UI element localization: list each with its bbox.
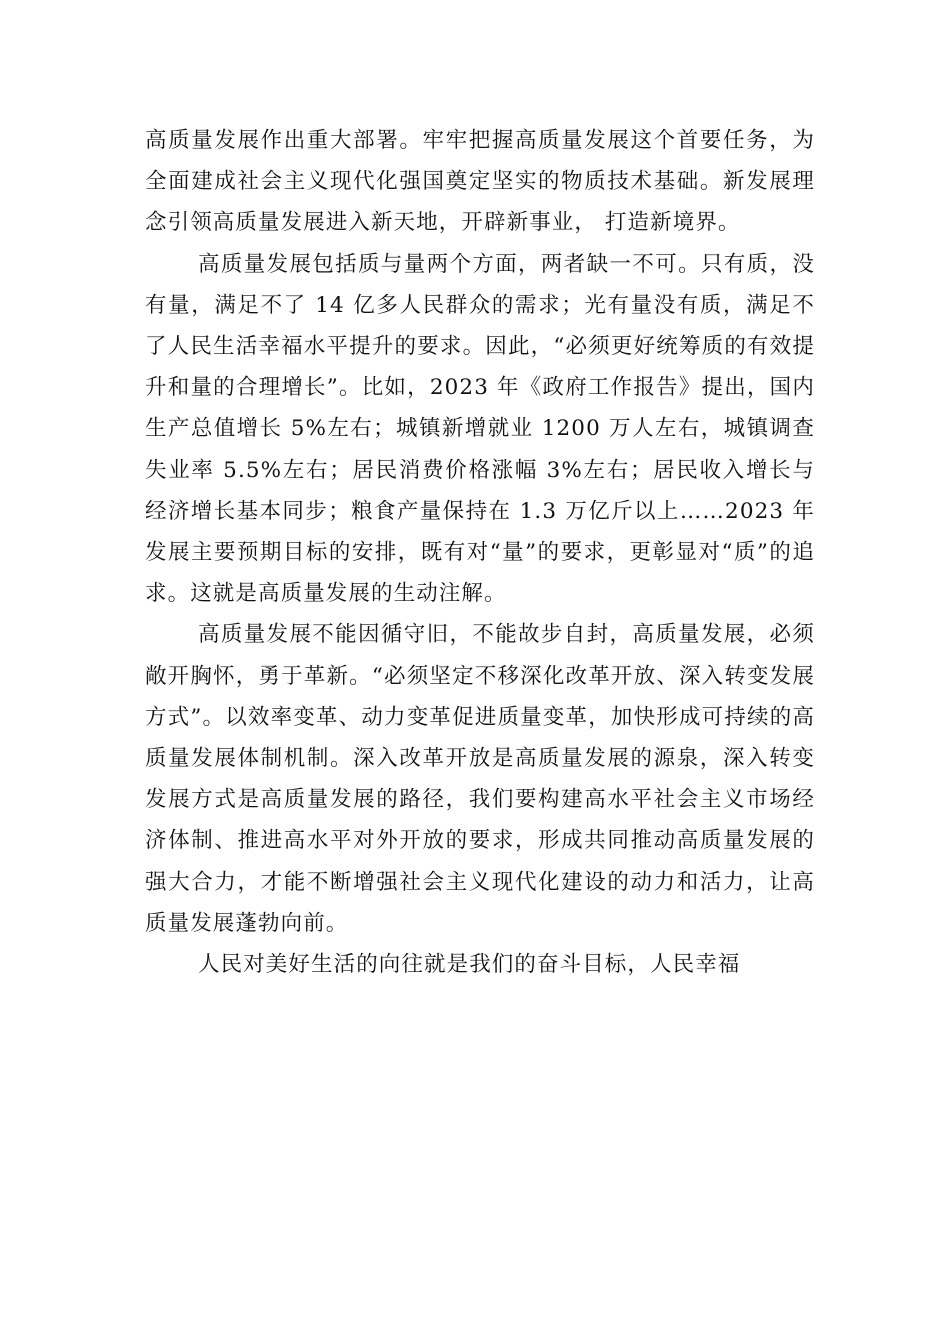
paragraph-1: 高质量发展作出重大部署。牢牢把握高质量发展这个首要任务，为全面建成社会主义现代化强国奠定坚实的物质技术基础。新发展理念引领高质量发展进入新天地，开辟新事业， 打造新境界。 xyxy=(145,128,815,236)
document-page xyxy=(145,120,815,1220)
paragraph-4: 人民对美好生活的向往就是我们的奋斗目标，人民幸福 xyxy=(198,952,741,978)
paragraph-3: 高质量发展不能因循守旧，不能故步自封，高质量发展，必须敞开胸怀，勇于革新。“必须坚定不移深化改革开放、深入转变发展方式”。以效率变革、动力变革促进质量变革，加快形成可持续的高质量发展体制机制。深入改革开放是高质量发展的源泉，深入转变发展方式是高质量发展的路径，我们要构建高水平社会主义市场经济体制、推进高水平对外开放的要求，形成共同推动高质量发展的强大合力，才能不断增强社会主义现代化建设的动力和活力，让高质量发展蓬勃向前。 xyxy=(145,622,815,936)
paragraph-2: 高质量发展包括质与量两个方面，两者缺一不可。只有质，没有量，满足不了 14 亿多人民群众的需求；光有量没有质，满足不了人民生活幸福水平提升的要求。因此，“必须更好统筹质的有效提升和量的合理增长”。比如，2023 年《政府工作报告》提出，国内生产总值增长 5%左右；城镇新增就业 1200 万人左右，城镇调查失业率 5.5%左右；居民消费价格涨幅 3%左右；居民收入增长与经济增长基本同步；粮食产量保持在 1.3 万亿斤以上……2023 年发展主要预期目标的安排，既有对“量”的要求，更彰显对“质”的追求。这就是高质量发展的生动注解。 xyxy=(145,251,815,607)
